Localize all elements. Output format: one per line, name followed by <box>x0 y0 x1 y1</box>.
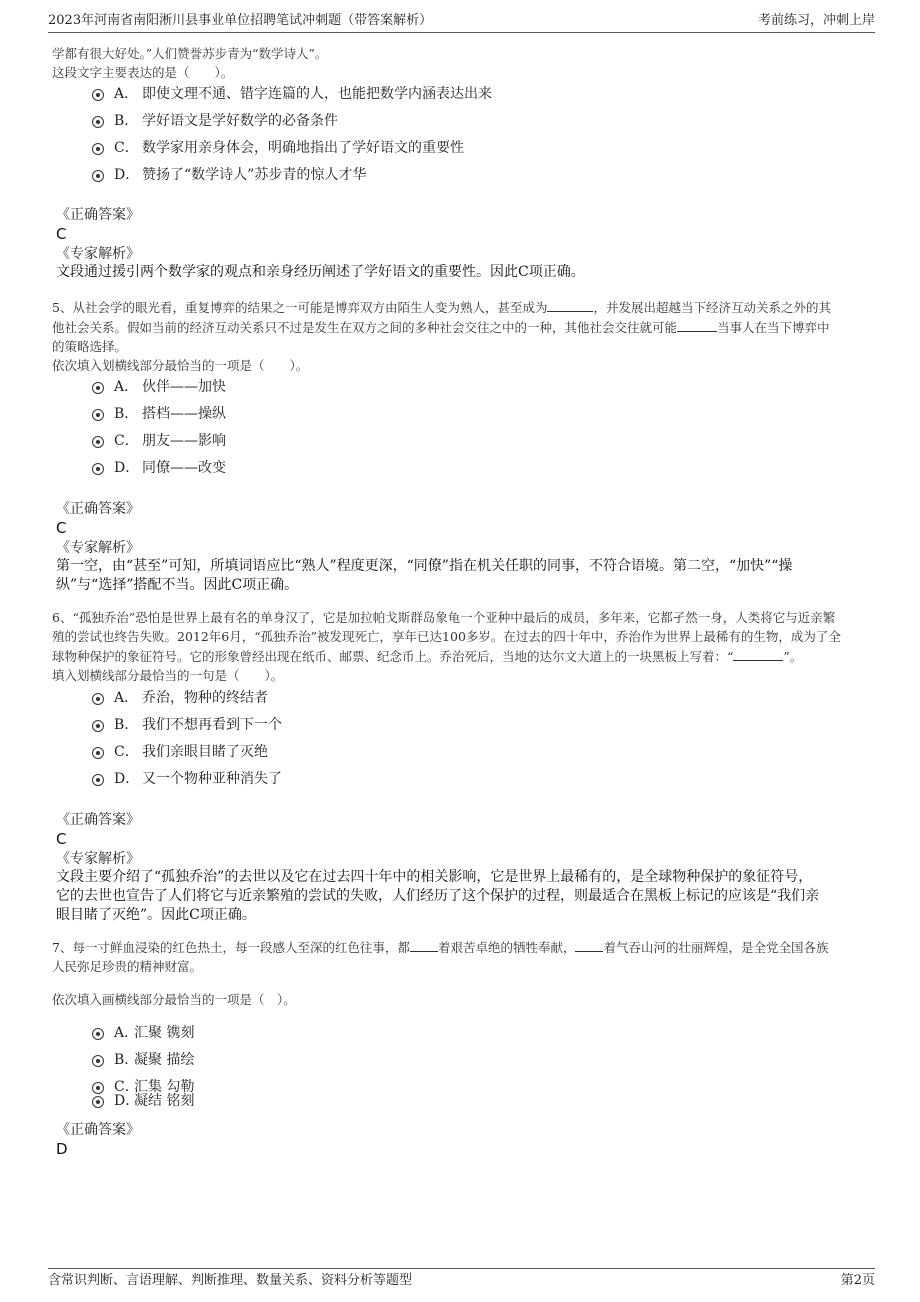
q6-option-b[interactable]: B． 我们不想再看到下一个 <box>92 715 282 742</box>
blank-line <box>547 297 593 312</box>
q6-option-a[interactable]: A． 乔治，物种的终结者 <box>92 688 282 715</box>
radio-button-icon[interactable] <box>92 89 104 101</box>
q7-answer-label: 《正确答案》 <box>56 1122 140 1138</box>
q5-stem-part-a: 5、从社会学的眼光看，重复博弈的结果之一可能是博弈双方由陌生人变为熟人，甚至成为 <box>52 300 548 315</box>
radio-button-icon[interactable] <box>92 693 104 705</box>
q7-stem <box>52 937 867 1009</box>
q7-stem-part-c: 着气吞山河的壮丽辉煌，是全党全国各族 <box>603 940 829 955</box>
radio-button-icon[interactable] <box>92 1028 104 1040</box>
q5-prompt: 依次填入划横线部分最恰当的一项是（ ）。 <box>52 358 309 373</box>
q5-stem <box>52 297 867 375</box>
q5-analysis-label: 《专家解析》 <box>56 540 140 556</box>
radio-button-icon[interactable] <box>92 1096 104 1108</box>
q4-stem-line1: 学都有很大好处。”人们赞誉苏步青为“数学诗人”。 <box>52 46 328 61</box>
q6-analysis-label: 《专家解析》 <box>56 851 140 867</box>
q6-stem-line3b: ”。 <box>783 649 803 664</box>
radio-button-icon[interactable] <box>92 463 104 475</box>
q4-option-b[interactable]: B． 学好语文是学好数学的必备条件 <box>92 111 492 138</box>
radio-button-icon[interactable] <box>92 774 104 786</box>
q5-answer-label: 《正确答案》 <box>56 501 140 517</box>
radio-button-icon[interactable] <box>92 170 104 182</box>
radio-button-icon[interactable] <box>92 409 104 421</box>
q5-answer: C <box>56 519 67 537</box>
q5-options <box>92 377 226 485</box>
q4-stem <box>52 44 867 82</box>
q7-options <box>92 1023 194 1118</box>
q6-option-c[interactable]: C． 我们亲眼目睹了灭绝 <box>92 742 282 769</box>
radio-button-icon[interactable] <box>92 436 104 448</box>
q7-stem-part-a: 7、每一寸鲜血浸染的红色热土，每一段感人至深的红色往事，都 <box>52 940 410 955</box>
q6-options <box>92 688 282 796</box>
q6-prompt: 填入划横线部分最恰当的一句是（ ）。 <box>52 668 284 683</box>
q6-stem <box>52 608 867 685</box>
q4-options <box>92 84 492 192</box>
q6-analysis-line1: 文段主要介绍了“孤独乔治”的去世以及它在过去四十年中的相关影响，它是世界上最稀有的，是全球物种保护的象征符号， <box>56 869 813 885</box>
page-number: 第2页 <box>840 1273 875 1288</box>
radio-button-icon[interactable] <box>92 747 104 759</box>
radio-button-icon[interactable] <box>92 143 104 155</box>
footer-subjects: 含常识判断、言语理解、判断推理、数量关系、资料分析等题型 <box>48 1273 413 1288</box>
page-footer <box>48 1268 875 1288</box>
radio-button-icon[interactable] <box>92 1055 104 1067</box>
q6-analysis-line2: 它的去世也宣告了人们将它与近亲繁殖的尝试的失败，人们经历了这个保护的过程，则最适合在黑板上标记的应该是“我们亲 <box>56 888 820 904</box>
blank-line <box>575 937 603 952</box>
q6-analysis <box>56 868 866 925</box>
q4-stem-line2: 这段文字主要表达的是（ ）。 <box>52 65 234 80</box>
header-slogan: 考前练习，冲刺上岸 <box>757 13 875 28</box>
q5-option-b[interactable]: B． 搭档——操纵 <box>92 404 226 431</box>
q4-option-c[interactable]: C． 数学家用亲身体会，明确地指出了学好语文的重要性 <box>92 138 492 165</box>
q5-option-a[interactable]: A． 伙伴——加快 <box>92 377 226 404</box>
q6-option-d[interactable]: D． 又一个物种亚种消失了 <box>92 769 282 796</box>
q7-stem-line2: 人民弥足珍贵的精神财富。 <box>52 959 203 974</box>
q5-option-d[interactable]: D． 同僚——改变 <box>92 458 226 485</box>
q6-stem-line1: 6、“孤独乔治”恐怕是世界上最有名的单身汉了，它是加拉帕戈斯群岛象龟一个亚种中最后的成员，多年来，它都孑然一身，人类将它与近亲繁 <box>52 610 836 625</box>
q5-stem-part-b: ，并发展出超越当下经济互动关系之外的其 <box>593 300 831 315</box>
q6-answer: C <box>56 830 67 848</box>
q6-stem-line3a: 球物种保护的象征符号。它的形象曾经出现在纸币、邮票、纪念币上。乔治死后，当地的达尔文大道上的一块黑板上写着：“ <box>52 649 734 664</box>
q4-answer-label: 《正确答案》 <box>56 207 140 223</box>
q4-analysis: 文段通过援引两个数学家的观点和亲身经历阐述了学好语文的重要性。因此C项正确。 <box>56 264 585 280</box>
q6-analysis-line3: 眼目睹了灭绝”。因此C项正确。 <box>56 907 256 923</box>
q7-option-b[interactable]: B．凝聚 描绘 <box>92 1050 194 1077</box>
q7-stem-part-b: 着艰苦卓绝的牺牲奉献， <box>437 940 576 955</box>
q5-analysis <box>56 557 866 595</box>
q5-analysis-line1: 第一空，由“甚至”可知，所填词语应比“熟人”程度更深，“同僚”指在机关任职的同事，不符合语境。第二空，“加快”“操 <box>56 558 793 574</box>
q5-analysis-line2: 纵”与“选择”搭配不当。因此C项正确。 <box>56 577 299 593</box>
page-header <box>48 10 875 33</box>
q4-option-a[interactable]: A． 即使文理不通、错字连篇的人，也能把数学内涵表达出来 <box>92 84 492 111</box>
blank-line <box>677 317 717 332</box>
q7-answer: D <box>56 1140 68 1158</box>
q7-prompt: 依次填入画横线部分最恰当的一项是（ ）。 <box>52 992 296 1007</box>
q6-stem-line2: 殖的尝试也终告失败。2012年6月，“孤独乔治”被发现死亡，享年已达100多岁。在过去的四十年中，乔治作为世界上最稀有的生物，成为了全 <box>52 629 841 644</box>
q4-option-d[interactable]: D． 赞扬了“数学诗人”苏步青的惊人才华 <box>92 165 492 192</box>
document-title: 2023年河南省南阳淅川县事业单位招聘笔试冲刺题（带答案解析） <box>48 13 433 28</box>
q7-option-c[interactable]: C．汇集 勾勒 <box>92 1077 194 1091</box>
q5-stem-part-c: 他社会关系。假如当前的经济互动关系只不过是发生在双方之间的多种社会交往之中的一种，其他社会交往就可能 <box>52 320 678 335</box>
q5-stem-part-d: 当事人在当下博弈中 <box>717 320 830 335</box>
blank-line <box>410 937 438 952</box>
q4-answer: C <box>56 225 67 243</box>
radio-button-icon[interactable] <box>92 720 104 732</box>
q7-option-d[interactable]: D．凝结 铭刻 <box>92 1091 194 1118</box>
radio-button-icon[interactable] <box>92 382 104 394</box>
blank-line <box>733 646 783 661</box>
radio-button-icon[interactable] <box>92 116 104 128</box>
q6-answer-label: 《正确答案》 <box>56 812 140 828</box>
q7-option-a[interactable]: A．汇聚 镌刻 <box>92 1023 194 1050</box>
q4-analysis-label: 《专家解析》 <box>56 246 140 262</box>
q5-stem-part-e: 的策略选择。 <box>52 339 128 354</box>
q5-option-c[interactable]: C． 朋友——影响 <box>92 431 226 458</box>
